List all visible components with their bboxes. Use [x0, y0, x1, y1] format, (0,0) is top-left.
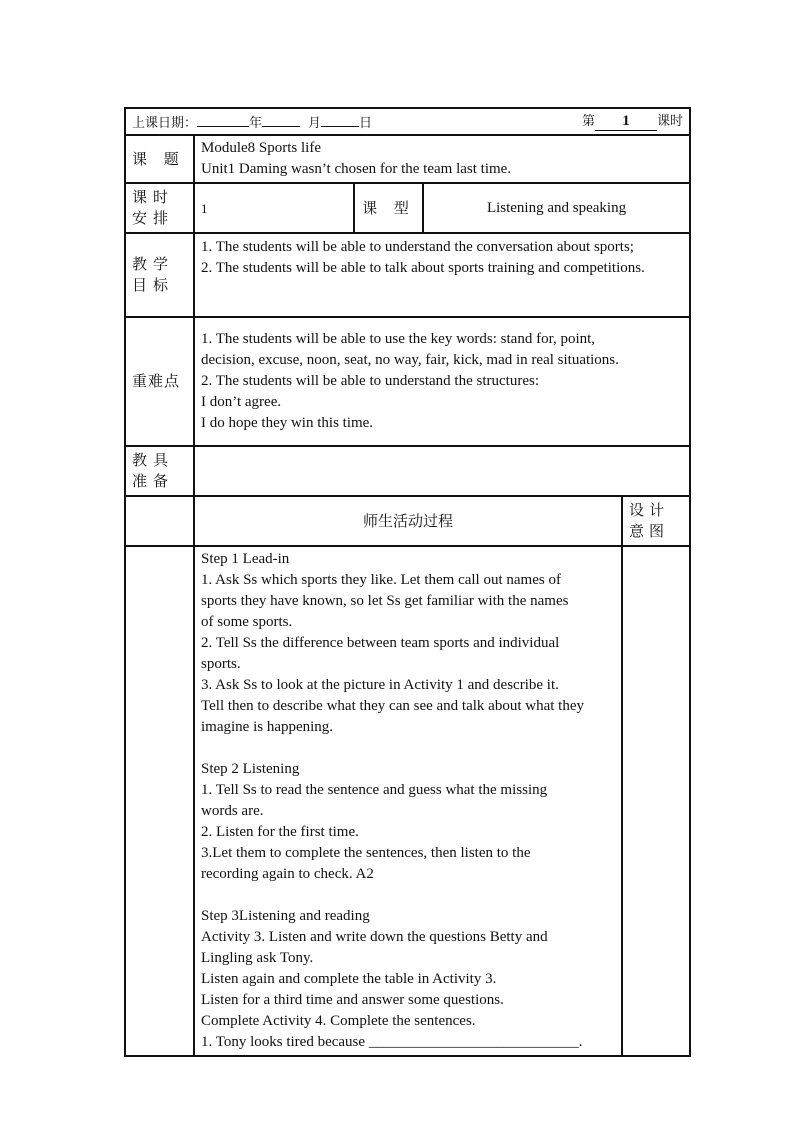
lesson-plan-table	[124, 107, 691, 1057]
year-label: 年	[249, 116, 263, 131]
objective-item: 1. The students will be able to understand the conversation about sports;	[201, 239, 634, 255]
materials-value	[194, 446, 690, 496]
design-intent-empty	[622, 546, 690, 1056]
topic-value	[194, 135, 690, 183]
date-label: 上课日期：	[132, 116, 198, 131]
lesson-plan-sheet	[124, 107, 689, 1057]
key-points-row	[125, 317, 690, 446]
key-points-label: 重难点	[125, 317, 194, 446]
key-point-line: I do hope they win this time.	[201, 415, 374, 431]
header-cell	[125, 108, 690, 135]
objectives-label: 教学目标	[125, 233, 194, 317]
design-intent-label: 设计意图	[622, 496, 690, 546]
schedule-row	[125, 183, 690, 233]
topic-label: 课 题	[125, 135, 194, 183]
process-title: 师生活动过程	[194, 496, 622, 546]
step-line: 2. Tell Ss the difference between team sports and individual	[201, 635, 560, 651]
lesson-count	[582, 111, 683, 132]
step-spacer	[201, 738, 615, 759]
day-label: 日	[359, 116, 373, 131]
step-line: imagine is happening.	[201, 719, 334, 735]
key-point-line: 1. The students will be able to use the key words: stand for, point,	[201, 331, 596, 347]
process-left-empty	[125, 546, 194, 1056]
step-line: 1. Tell Ss to read the sentence and guess what the missing	[201, 782, 548, 798]
step-line: Tell then to describe what they can see and talk about what they	[201, 698, 584, 714]
step-line: 1. Ask Ss which sports they like. Let them call out names of	[201, 572, 561, 588]
step-line: 1. Tony looks tired because ____________________________.	[201, 1034, 583, 1050]
step-line: recording again to check. A2	[201, 866, 374, 882]
day-blank	[321, 109, 359, 127]
step-line: 3.Let them to complete the sentences, then listen to the	[201, 845, 531, 861]
step-line: words are.	[201, 803, 264, 819]
lesson-suffix: 课时	[657, 114, 684, 129]
materials-row	[125, 446, 690, 496]
step-spacer	[201, 885, 615, 906]
step-line: sports.	[201, 656, 241, 672]
month-label: 月	[308, 116, 322, 131]
date-fields	[132, 109, 372, 134]
schedule-value: 1	[194, 183, 354, 233]
lesson-type-value: Listening and speaking	[423, 183, 690, 233]
step-line: sports they have known, so let Ss get familiar with the names	[201, 593, 569, 609]
objectives-row	[125, 233, 690, 317]
process-header-empty	[125, 496, 194, 546]
topic-line: Module8 Sports life	[201, 140, 321, 156]
step-line: Listen for a third time and answer some questions.	[201, 992, 504, 1008]
objectives-value	[194, 233, 690, 317]
key-point-line: 2. The students will be able to understand the structures:	[201, 373, 539, 389]
objective-item: 2. The students will be able to talk about sports training and competitions.	[201, 260, 645, 276]
lesson-number: 1	[595, 113, 657, 131]
header-row	[125, 108, 690, 135]
key-point-line: decision, excuse, noon, seat, no way, fair, kick, mad in real situations.	[201, 352, 619, 368]
step-line: Lingling ask Tony.	[201, 950, 314, 966]
step-line: of some sports.	[201, 614, 293, 630]
materials-label: 教具准备	[125, 446, 194, 496]
step-heading: Step 1 Lead-in	[201, 551, 290, 567]
key-points-value	[194, 317, 690, 446]
topic-row	[125, 135, 690, 183]
lesson-prefix: 第	[581, 114, 595, 129]
month-blank	[262, 109, 300, 127]
step-heading: Step 2 Listening	[201, 761, 300, 777]
schedule-label: 课时安排	[125, 183, 194, 233]
process-header-row	[125, 496, 690, 546]
step-line: Activity 3. Listen and write down the questions Betty and	[201, 929, 548, 945]
step-line: Complete Activity 4. Complete the sentences.	[201, 1013, 476, 1029]
step-heading: Step 3Listening and reading	[201, 908, 370, 924]
step-line: 2. Listen for the first time.	[201, 824, 359, 840]
lesson-type-label: 课 型	[354, 183, 423, 233]
step-line: Listen again and complete the table in Activity 3.	[201, 971, 497, 987]
year-blank	[197, 109, 249, 127]
topic-line: Unit1 Daming wasn’t chosen for the team last time.	[201, 161, 512, 177]
process-row	[125, 546, 690, 1056]
step-line: 3. Ask Ss to look at the picture in Activity 1 and describe it.	[201, 677, 559, 693]
key-point-line: I don’t agree.	[201, 394, 282, 410]
process-steps	[194, 546, 622, 1056]
